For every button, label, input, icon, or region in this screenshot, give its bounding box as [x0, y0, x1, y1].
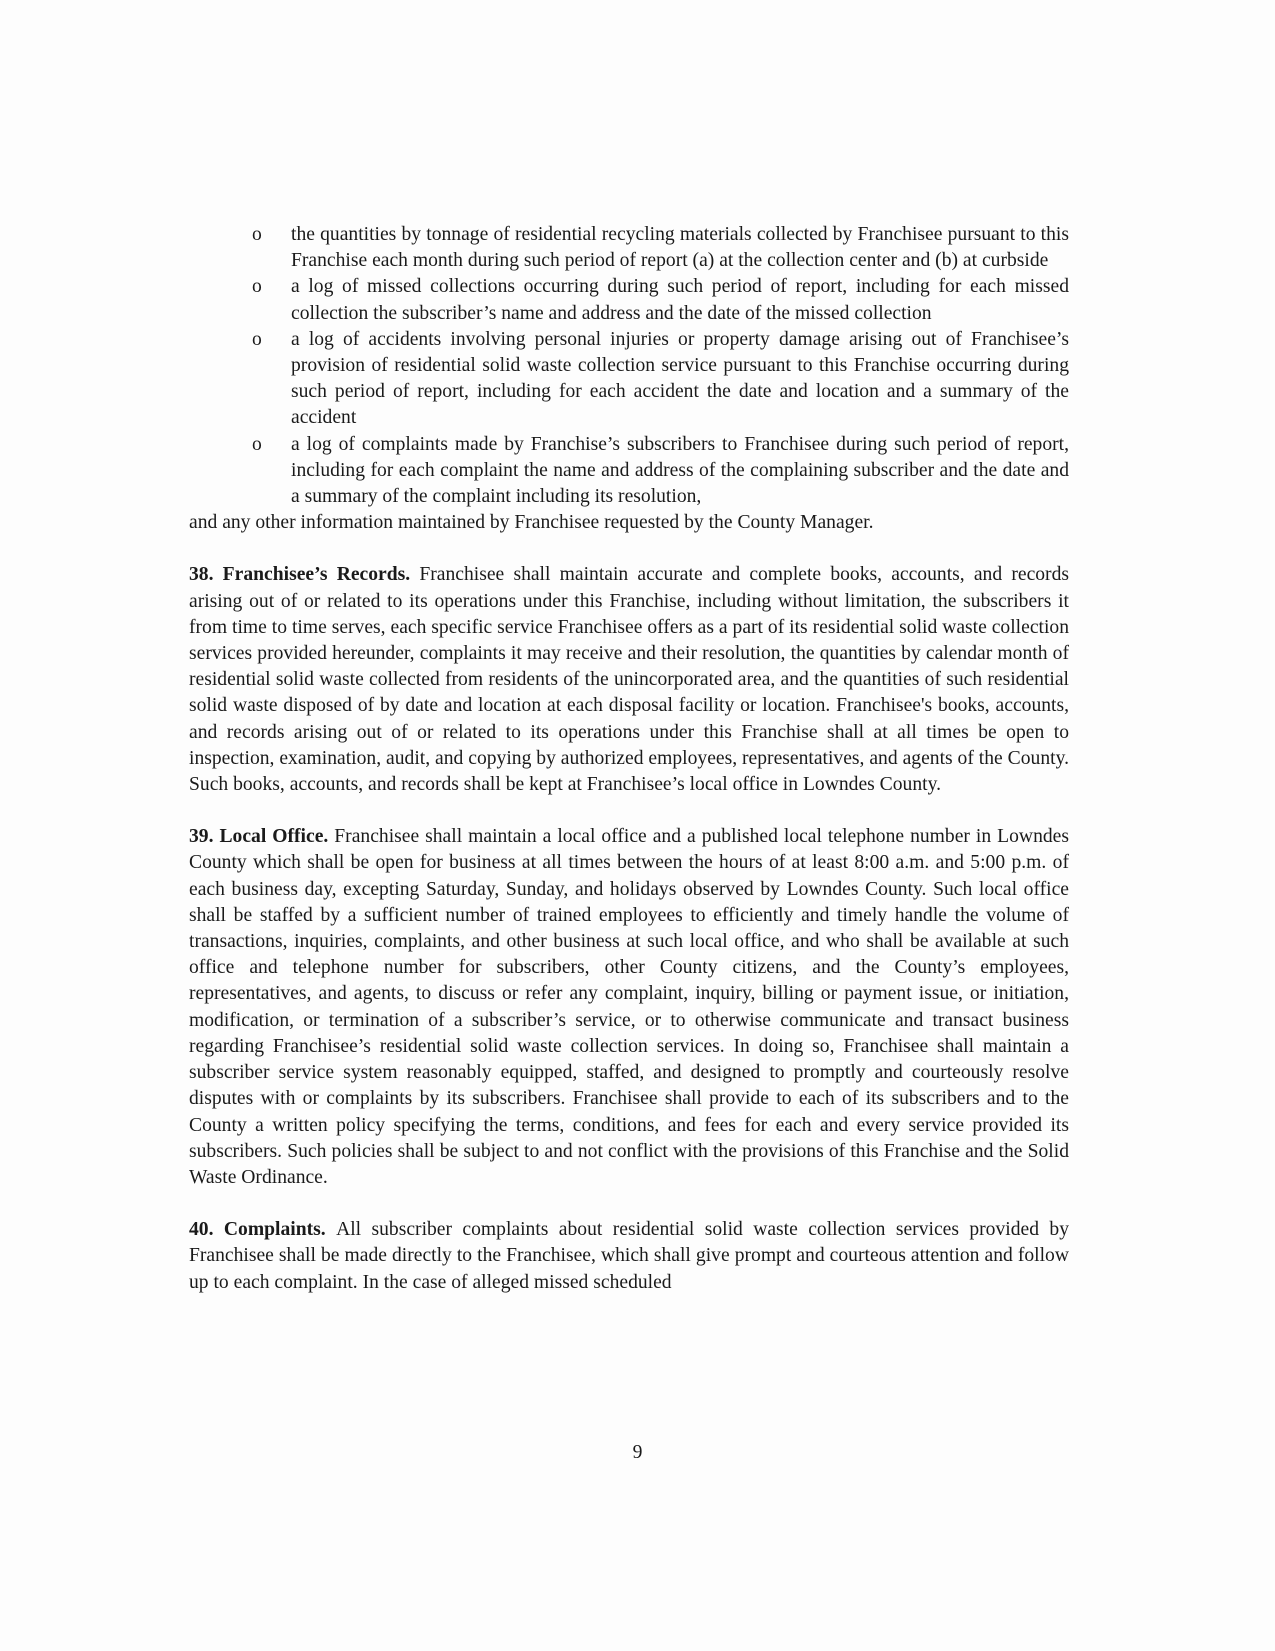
section-body: Franchisee shall maintain accurate and complete books, accounts, and records arising out of or related to its operations under this Franchise, including without limitation, the subscribers it from time to time serves, each specific service Franchisee offers as a part of its residential solid waste collection services provided hereunder, complaints it may receive and their resolution, the quantities by calendar month of residential solid waste collected from residents of the unincorporated area, and the quantities of such residential solid waste disposed of by date and location at each disposal facility or location. Franchisee's books, accounts, and records arising out of or related to its operations under this Franchise shall at all times be open to inspection, examination, audit, and copying by authorized employees, representatives, and agents of the County. Such books, accounts, and records shall be kept at Franchisee’s local office in Lowndes County.	[189, 564, 1070, 796]
section-complaints	[189, 1217, 1069, 1296]
list-item	[189, 222, 1069, 274]
bullet-marker: o	[252, 433, 262, 455]
bullet-marker: o	[252, 224, 262, 245]
report-items-list	[189, 222, 1069, 510]
list-item	[189, 327, 1069, 432]
bullet-marker: o	[252, 276, 262, 298]
list-item-text: the quantities by tonnage of residential recycling materials collected by Franchisee pursuant to this Franchise each month during such period of report (a) at the collection center and (b) at curbside	[291, 224, 1069, 272]
section-records	[189, 562, 1069, 798]
bullet-marker: o	[252, 328, 262, 350]
list-item	[189, 274, 1069, 326]
list-item-text: a log of missed collections occurring during such period of report, including for each missed collection the subscriber’s name and address and the date of the missed collection	[291, 276, 1069, 324]
list-item	[189, 432, 1069, 511]
page-content	[189, 222, 1069, 1322]
section-heading: 40. Complaints.	[189, 1219, 337, 1241]
list-item-text: a log of complaints made by Franchise’s subscribers to Franchisee during such period of report, including for each complaint the name and address of the complaining subscriber and the date and a summary of the complaint including its resolution,	[291, 433, 1069, 508]
section-heading: 38. Franchisee’s Records.	[189, 564, 420, 586]
page-number: 9	[632, 1442, 643, 1463]
section-heading: 39. Local Office.	[189, 826, 335, 848]
section-body: All subscriber complaints about residential solid waste collection services provided by Franchisee shall be made directly to the Franchisee, which shall give prompt and courteous attention and follow up to each complaint. In the case of alleged missed scheduled	[189, 1219, 1069, 1293]
list-item-text: a log of accidents involving personal injuries or property damage arising out of Franchisee’s provision of residential solid waste collection service pursuant to this Franchise occurring during such period of report, including for each accident the date and location and a summary of the accident	[291, 328, 1069, 429]
section-local-office	[189, 824, 1069, 1191]
list-closing-text: and any other information maintained by Franchisee requested by the County Manager.	[189, 512, 874, 534]
section-body: Franchisee shall maintain a local office and a published local telephone number in Lowndes County which shall be open for business at all times between the hours of at least 8:00 a.m. and 5:00 p.m. of each business day, excepting Saturday, Sunday, and holidays observed by Lowndes County. Such local office shall be staffed by a sufficient number of trained employees to efficiently and timely handle the volume of transactions, inquiries, complaints, and other business at such local office, and who shall be available at such office and telephone number for subscribers, other County citizens, and the County’s employees, representatives, and agents, to discuss or refer any complaint, inquiry, billing or payment issue, or initiation, modification, or termination of a subscriber’s service, or to otherwise communicate and transact business regarding Franchisee’s residential solid waste collection services. In doing so, Franchisee shall maintain a subscriber service system reasonably equipped, staffed, and designed to promptly and courteously resolve disputes with or complaints by its subscribers. Franchisee shall provide to each of its subscribers and to the County a written policy specifying the terms, conditions, and fees for each and every service provided its subscribers. Such policies shall be subject to and not conflict with the provisions of this Franchise and the Solid Waste Ordinance.	[189, 826, 1069, 1188]
